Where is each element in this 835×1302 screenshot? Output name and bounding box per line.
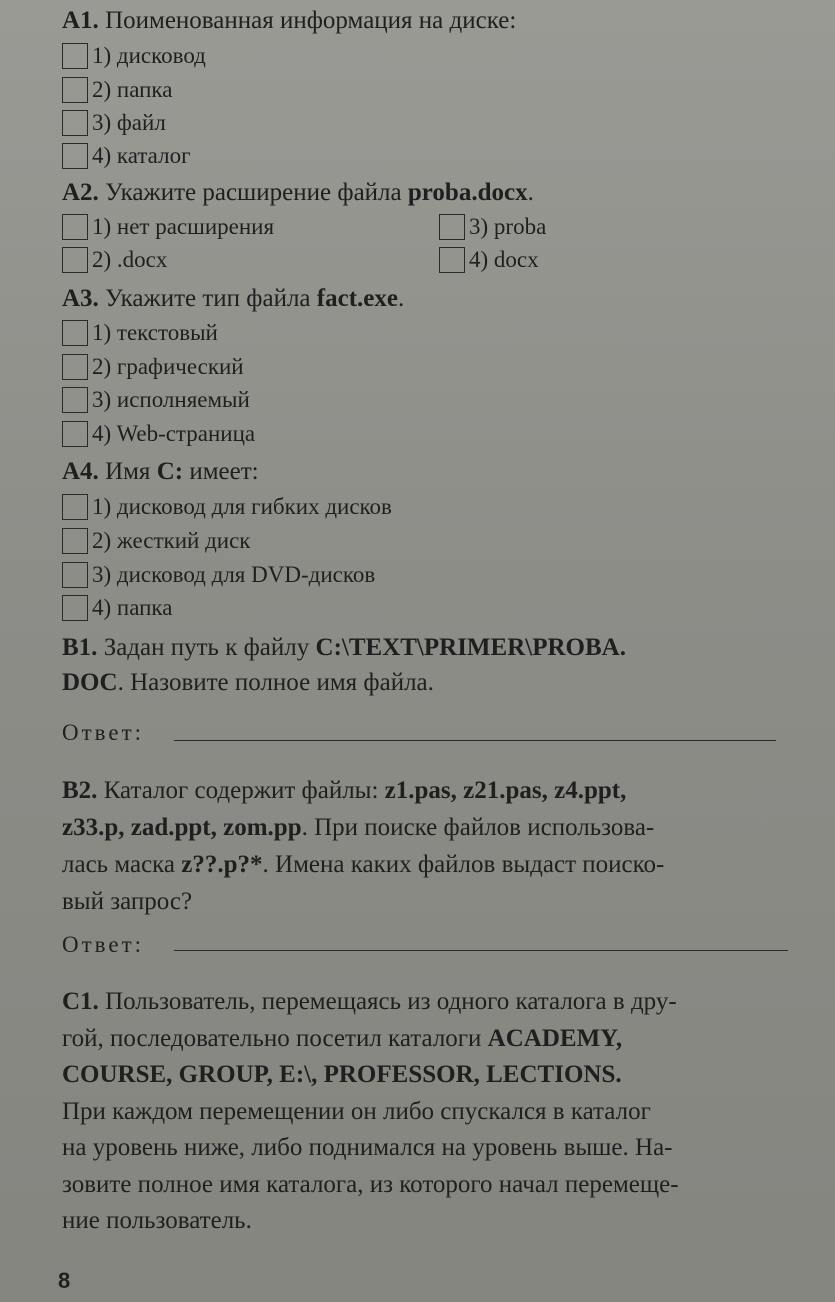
option-a1-4[interactable]: 4) каталог xyxy=(62,142,191,170)
option-a3-4[interactable]: 4) Web-страница xyxy=(62,420,255,448)
option-a3-2[interactable]: 2) графический xyxy=(62,353,244,381)
checkbox[interactable] xyxy=(62,214,88,240)
question-a3-title: А3. Укажите тип файла fact.exe. xyxy=(62,285,405,312)
option-a2-3[interactable]: 3) proba xyxy=(439,213,546,241)
option-a1-1[interactable]: 1) дисковод xyxy=(62,42,206,70)
search-mask: z??.p?* xyxy=(181,851,263,878)
option-a2-2[interactable]: 2) .docx xyxy=(62,246,167,274)
question-a2-title: А2. Укажите расширение файла proba.docx. xyxy=(62,179,534,206)
checkbox[interactable] xyxy=(62,528,88,554)
option-a3-1[interactable]: 1) текстовый xyxy=(62,319,218,347)
question-text: Поименованная информация на диске: xyxy=(105,7,517,34)
option-a3-3[interactable]: 3) исполняемый xyxy=(62,386,250,414)
checkbox[interactable] xyxy=(62,387,88,413)
file-name: fact.exe xyxy=(316,285,398,312)
option-a4-4[interactable]: 4) папка xyxy=(62,594,172,622)
answer-label-b2: Ответ: xyxy=(62,932,145,957)
question-a1-title xyxy=(62,6,516,36)
directory-list: COURSE, GROUP, E:\, PROFESSOR, LECTIONS. xyxy=(62,1061,622,1088)
checkbox[interactable] xyxy=(62,43,88,69)
option-a2-4[interactable]: 4) docx xyxy=(439,246,539,274)
option-a2-1[interactable]: 1) нет расширения xyxy=(62,213,274,241)
checkbox[interactable] xyxy=(439,214,465,240)
page-number: 8 xyxy=(58,1268,71,1293)
file-path: С:\TEXT\PRIMER\PROBA. xyxy=(315,634,626,661)
checkbox[interactable] xyxy=(62,354,88,380)
question-a4-title: А4. Имя С: имеет: xyxy=(62,458,259,485)
answer-field-b1[interactable] xyxy=(174,740,776,741)
question-b1: В1. Задан путь к файлу С:\TEXT\PRIMER\PROBA. DOC. Назовите полное имя файла. xyxy=(62,634,626,696)
checkbox[interactable] xyxy=(62,562,88,588)
option-a1-3[interactable]: 3) файл xyxy=(62,109,166,137)
question-number: А1. xyxy=(62,7,99,34)
option-a4-2[interactable]: 2) жесткий диск xyxy=(62,527,250,555)
question-c1: С1. Пользователь, перемещаясь из одного каталога в дру- гой, последовательно посетил каталоги ACADEMY, COURSE, GROUP, E:\, PROFESSOR, LECTIONS. При каждом перемещении он либо спускался в каталог на уровень ниже, либо поднимался на уровень выше. На- зовите полное имя каталога, из которого начал перемеще- ние пользователь. xyxy=(62,988,679,1234)
answer-field-b2[interactable] xyxy=(174,950,788,951)
checkbox[interactable] xyxy=(62,595,88,621)
question-b2: В2. Каталог содержит файлы: z1.pas, z21.pas, z4.ppt, z33.p, zad.ppt, zom.pp. При поиске файлов использова- лась маска z??.p?*. Имена каких файлов выдаст поиско- вый запрос? xyxy=(62,777,665,915)
option-a4-1[interactable]: 1) дисковод для гибких дисков xyxy=(62,493,392,521)
file-name: proba.docx xyxy=(407,179,528,206)
file-list: z1.pas, z21.pas, z4.ppt, xyxy=(384,777,627,804)
checkbox[interactable] xyxy=(62,247,88,273)
option-a1-2[interactable]: 2) папка xyxy=(62,76,172,104)
answer-label-b1: Ответ: xyxy=(62,720,145,745)
checkbox[interactable] xyxy=(439,247,465,273)
drive-name: С: xyxy=(156,458,184,485)
checkbox[interactable] xyxy=(62,143,88,169)
checkbox[interactable] xyxy=(62,421,88,447)
option-a4-3[interactable]: 3) дисковод для DVD-дисков xyxy=(62,561,375,589)
checkbox[interactable] xyxy=(62,110,88,136)
checkbox[interactable] xyxy=(62,77,88,103)
checkbox[interactable] xyxy=(62,494,88,520)
checkbox[interactable] xyxy=(62,320,88,346)
